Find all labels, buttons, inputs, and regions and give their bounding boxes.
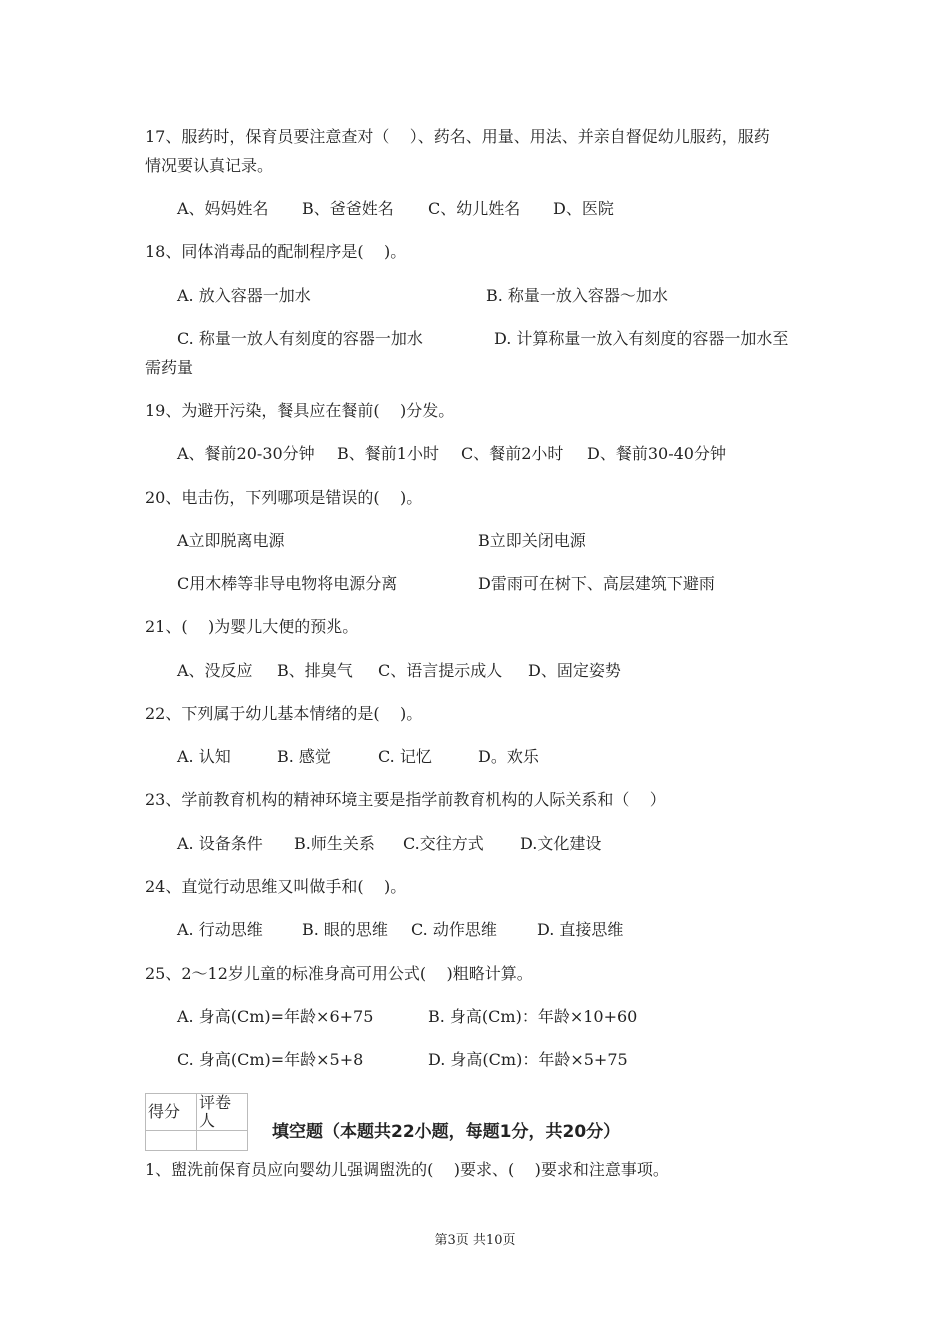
- question-22-stem: 22、下列属于幼儿基本情绪的是( )。: [145, 704, 423, 723]
- q25-option-b: B. 身高(Cm)：年龄×10+60: [428, 1007, 638, 1026]
- q17-option-b: B、爸爸姓名: [302, 199, 394, 218]
- q25-option-c: C. 身高(Cm)=年龄×5+8: [177, 1050, 364, 1069]
- question-17-stem: 17、服药时，保育员要注意查对（ ）、药名、用量、用法、并亲自督促幼儿服药，服药: [145, 127, 770, 146]
- grader-cell: [197, 1131, 248, 1151]
- q21-option-d: D、固定姿势: [528, 661, 621, 680]
- q19-option-d: D、餐前30-40分钟: [587, 444, 726, 463]
- q19-option-b: B、餐前1小时: [337, 444, 439, 463]
- q22-option-d: D。欢乐: [478, 747, 539, 766]
- q21-option-b: B、排臭气: [277, 661, 353, 680]
- score-label: 得分: [146, 1094, 197, 1131]
- q22-option-b: B. 感觉: [277, 747, 331, 766]
- question-18-stem: 18、同体消毒品的配制程序是( )。: [145, 242, 407, 261]
- q17-option-d: D、医院: [553, 199, 614, 218]
- q24-option-c: C. 动作思维: [411, 920, 497, 939]
- q21-option-c: C、语言提示成人: [378, 661, 503, 680]
- q23-option-d: D.文化建设: [520, 834, 602, 853]
- score-box: [145, 1093, 248, 1151]
- q21-option-a: A、没反应: [177, 661, 253, 680]
- q24-option-a: A. 行动思维: [177, 920, 263, 939]
- question-23-stem: 23、学前教育机构的精神环境主要是指学前教育机构的人际关系和（ ）: [145, 790, 666, 809]
- q18-option-b: B. 称量一放入容器～加水: [486, 286, 668, 305]
- q24-option-b: B. 眼的思维: [302, 920, 388, 939]
- q19-option-a: A、餐前20-30分钟: [177, 444, 315, 463]
- grader-label: 评卷人: [197, 1094, 248, 1131]
- q20-option-d: D雷雨可在树下、高层建筑下避雨: [478, 574, 715, 593]
- question-21-stem: 21、( )为婴儿大便的预兆。: [145, 617, 359, 636]
- page-footer: 第3页 共10页: [434, 1233, 516, 1248]
- section-title: 填空题（本题共22小题，每题1分，共20分）: [272, 1122, 621, 1142]
- q20-option-c: C用木棒等非导电物将电源分离: [177, 574, 398, 593]
- q19-option-c: C、餐前2小时: [461, 444, 564, 463]
- q24-option-d: D. 直接思维: [537, 920, 624, 939]
- q23-option-c: C.交往方式: [403, 834, 484, 853]
- q18-option-d: D. 计算称量一放入有刻度的容器一加水至: [494, 329, 789, 348]
- q20-option-a: A立即脱离电源: [177, 531, 285, 550]
- q23-option-b: B.师生关系: [294, 834, 375, 853]
- question-17-stem-cont: 情况要认真记录。: [145, 156, 274, 175]
- fill-question-1: 1、盥洗前保育员应向婴幼儿强调盥洗的( )要求、( )要求和注意事项。: [145, 1160, 669, 1179]
- score-cell: [146, 1131, 197, 1151]
- question-19-stem: 19、为避开污染，餐具应在餐前( )分发。: [145, 401, 455, 420]
- q17-option-a: A、妈妈姓名: [177, 199, 269, 218]
- q23-option-a: A. 设备条件: [177, 834, 263, 853]
- q18-option-d-cont: 需药量: [145, 358, 194, 377]
- q18-option-c: C. 称量一放人有刻度的容器一加水: [177, 329, 423, 348]
- q20-option-b: B立即关闭电源: [478, 531, 586, 550]
- q18-option-a: A. 放入容器一加水: [177, 286, 311, 305]
- q22-option-c: C. 记忆: [378, 747, 432, 766]
- question-25-stem: 25、2～12岁儿童的标准身高可用公式( )粗略计算。: [145, 964, 533, 983]
- q25-option-d: D. 身高(Cm)：年龄×5+75: [428, 1050, 628, 1069]
- q22-option-a: A. 认知: [177, 747, 231, 766]
- question-24-stem: 24、直觉行动思维又叫做手和( )。: [145, 877, 407, 896]
- q25-option-a: A. 身高(Cm)=年龄×6+75: [177, 1007, 374, 1026]
- q17-option-c: C、幼儿姓名: [428, 199, 521, 218]
- question-20-stem: 20、电击伤，下列哪项是错误的( )。: [145, 488, 423, 507]
